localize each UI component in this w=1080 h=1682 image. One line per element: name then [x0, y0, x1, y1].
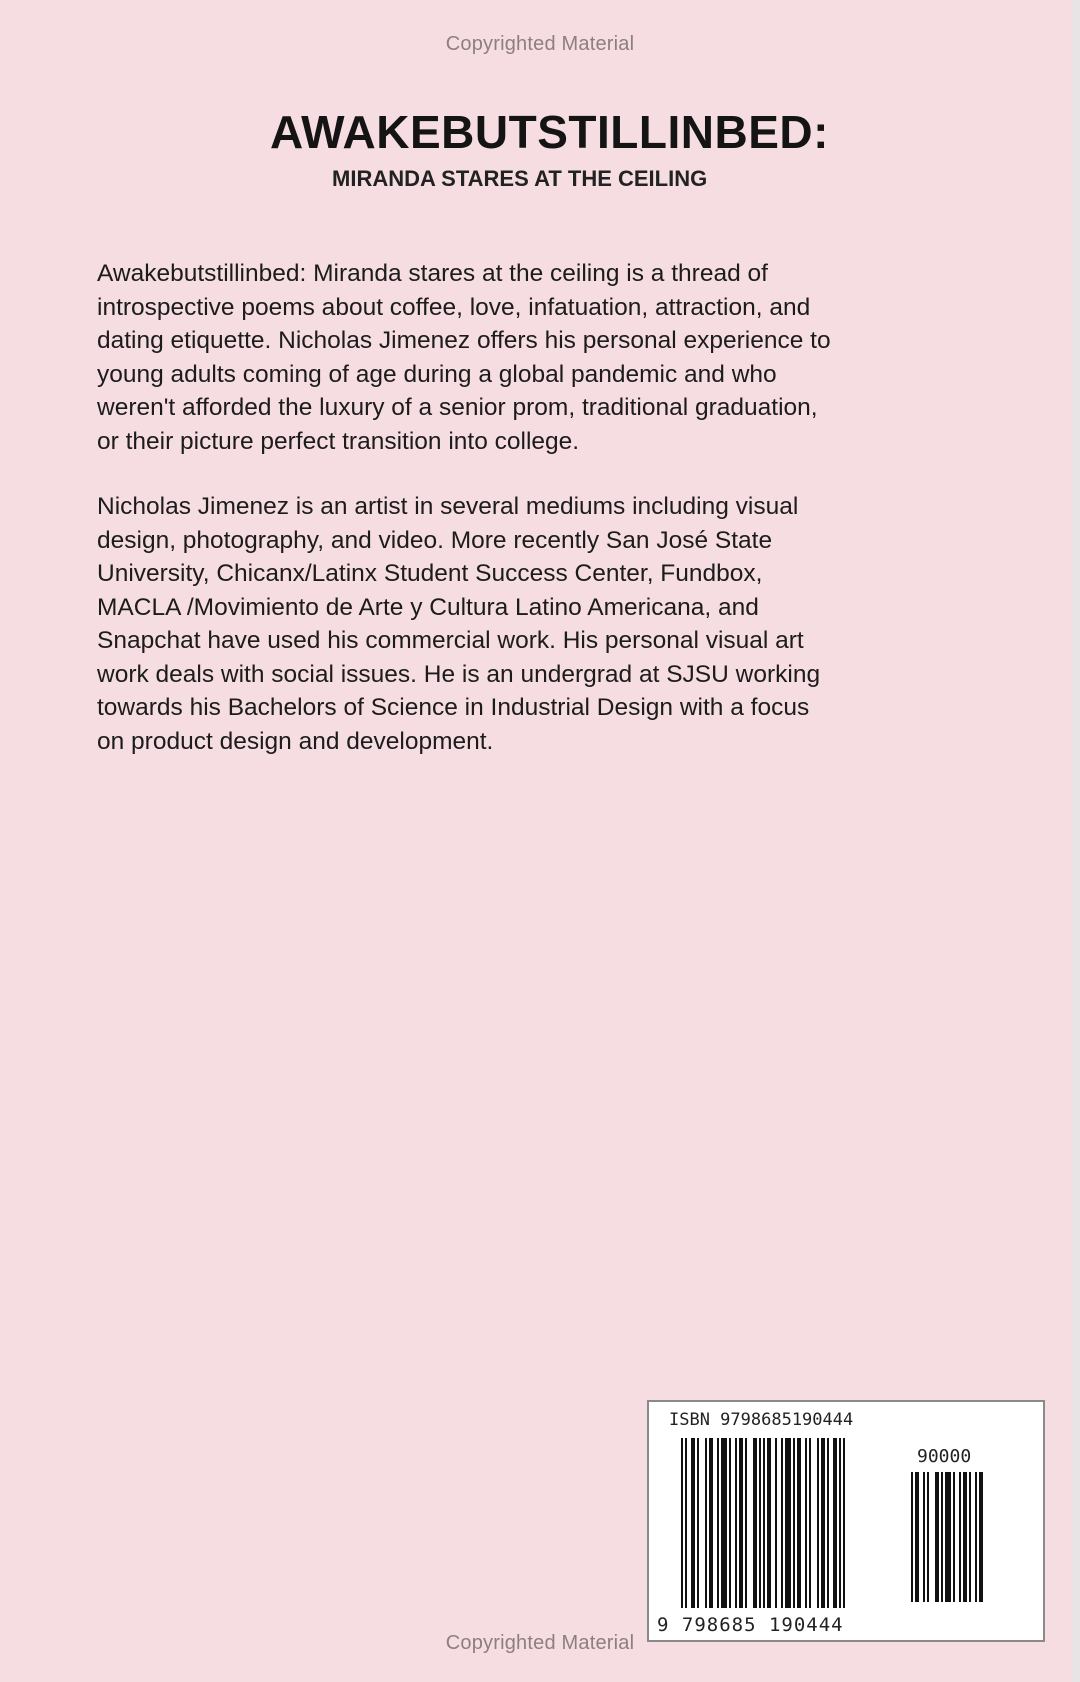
- barcode-bar: [975, 1472, 977, 1602]
- barcode-bar: [839, 1438, 841, 1608]
- barcode-bar: [739, 1438, 743, 1608]
- barcode-bar: [685, 1438, 687, 1608]
- addon-digits: 90000: [917, 1446, 972, 1467]
- barcode-bar: [775, 1438, 777, 1608]
- barcode-bar: [911, 1472, 913, 1602]
- barcode-bar: [705, 1438, 707, 1608]
- barcode-bar: [945, 1472, 951, 1602]
- book-title: AWAKEBUTSTILLINBED:: [270, 106, 829, 158]
- addon-barcode-bars: [911, 1472, 1023, 1604]
- barcode-bar: [963, 1472, 967, 1602]
- barcode-bar: [817, 1438, 819, 1608]
- barcode-bar: [763, 1438, 765, 1608]
- barcode-bar: [833, 1438, 837, 1608]
- barcode-bar: [721, 1438, 727, 1608]
- copyright-watermark-bottom: Copyrighted Material: [445, 1632, 635, 1654]
- barcode-bar: [809, 1438, 811, 1608]
- barcode-bar: [935, 1472, 939, 1602]
- barcode-bar: [969, 1472, 971, 1602]
- barcode-bar: [729, 1438, 731, 1608]
- barcode-bar: [691, 1438, 695, 1608]
- barcode-bar: [959, 1472, 961, 1602]
- barcode-bar: [827, 1438, 829, 1608]
- barcode-bar: [797, 1438, 801, 1608]
- barcode-bar: [681, 1438, 683, 1608]
- barcode-bar: [821, 1438, 825, 1608]
- barcode-bar: [717, 1438, 719, 1608]
- barcode-bar: [793, 1438, 795, 1608]
- barcode-bar: [915, 1472, 919, 1602]
- barcode-bar: [735, 1438, 737, 1608]
- barcode-bar: [767, 1438, 771, 1608]
- barcode-bar: [785, 1438, 791, 1608]
- page-edge-strip: [1072, 0, 1080, 1682]
- barcode-bar: [759, 1438, 761, 1608]
- barcode-bar: [745, 1438, 747, 1608]
- barcode-bar: [781, 1438, 783, 1608]
- barcode-bar: [753, 1438, 757, 1608]
- main-barcode-bars: [681, 1438, 889, 1618]
- book-description: Awakebutstillinbed: Miranda stares at the ceiling is a thread of introspective poems about coffee, love, infatuation, attraction, and dating etiquette. Nicholas Jimenez offers his personal experience to young adults coming of age during a global pandemic and who weren't afforded the luxury of a senior prom, traditional graduation, or their picture perfect transition into college.: [97, 260, 831, 455]
- author-bio: Nicholas Jimenez is an artist in several mediums including visual design, photography, and video. More recently San José State University, Chicanx/Latinx Student Success Center, Fundbox, MACLA /Movimiento de Arte y Cultura Latino Americana, and Snapchat have used his commercial work. His personal visual art work deals with social issues. He is an undergrad at SJSU working towards his Bachelors of Science in Industrial Design with a focus on product design and development.: [97, 493, 821, 755]
- barcode-bar: [979, 1472, 983, 1602]
- barcode-digits: 9 798685 190444: [657, 1614, 844, 1636]
- barcode-bar: [843, 1438, 845, 1608]
- barcode-bar: [697, 1438, 699, 1608]
- barcode-bar: [923, 1472, 925, 1602]
- isbn-label: ISBN 9798685190444: [669, 1410, 854, 1430]
- book-subtitle: MIRANDA STARES AT THE CEILING: [332, 166, 708, 191]
- barcode-bar: [709, 1438, 713, 1608]
- isbn-barcode: [647, 1400, 1045, 1642]
- copyright-watermark-top: Copyrighted Material: [445, 33, 635, 55]
- barcode-bar: [941, 1472, 943, 1602]
- barcode-bar: [953, 1472, 955, 1602]
- barcode-bar: [927, 1472, 929, 1602]
- barcode-bar: [805, 1438, 807, 1608]
